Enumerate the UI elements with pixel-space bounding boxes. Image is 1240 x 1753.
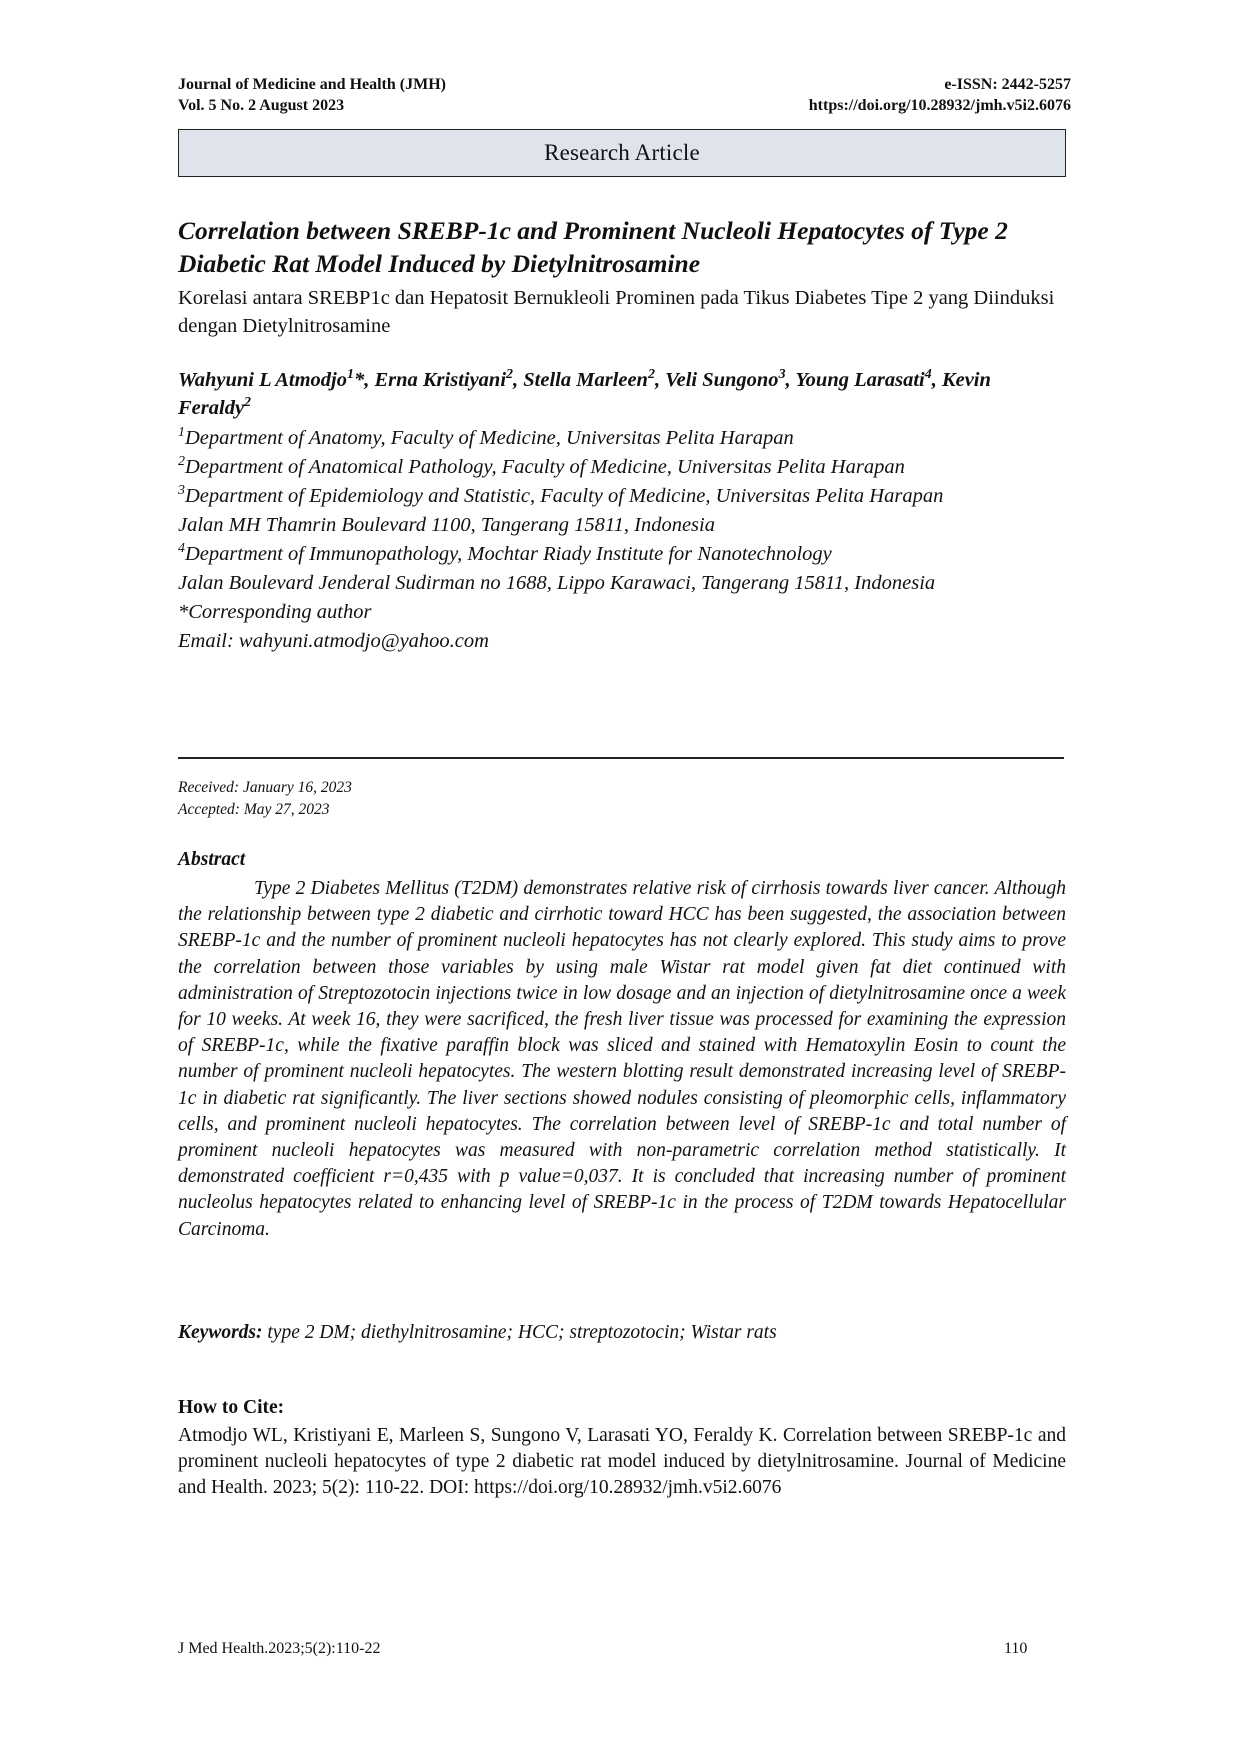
page-number: 110 xyxy=(1004,1640,1028,1657)
abstract-text: Type 2 Diabetes Mellitus (T2DM) demonstrates relative risk of cirrhosis towards liver cancer. Although the relationship between type 2 diabetic and cirrhotic toward HCC has been suggested, the association between SREBP-1c and the number of prominent nucleoli hepatocytes has not clearly explored. This study aims to prove the correlation between those variables by using male Wistar rat model given fat diet continued with administration of Streptozotocin injections twice in low dosage and an injection of dietylnitrosamine once a week for 10 weeks. At week 16, they were sacrificed, the fresh liver tissue was processed for examining the expression of SREBP-1c, while the fixative paraffin block was sliced and stained with Hematoxylin Eosin to count the number of prominent nucleoli hepatocytes. The western blotting result demonstrated increasing level of SREBP-1c in diabetic rat significantly. The liver sections showed nodules consisting of pleomorphic cells, inflammatory cells, and prominent nucleoli hepatocytes. The correlation between level of SREBP-1c and total number of prominent nucleoli hepatocytes was measured with non-parametric correlation method statistically. It demonstrated coefficient r=0,435 with p value=0,037. It is concluded that increasing number of prominent nucleolus hepatocytes related to enhancing level of SREBP-1c in the process of T2DM towards Hepatocellular Carcinoma. xyxy=(178,878,1066,1240)
author-separator: *, xyxy=(353,369,375,391)
author-list xyxy=(178,366,1068,422)
article-title: Correlation between SREBP-1c and Prominent Nucleoli Hepatocytes of Type 2 Diabetic Rat Model Induced by Dietylnitrosamine xyxy=(178,216,1008,278)
author-separator: , xyxy=(785,369,796,391)
section-divider xyxy=(178,757,1064,759)
running-header-left xyxy=(178,74,446,116)
affiliation-item xyxy=(178,482,1068,511)
affiliation-text: Department of Immunopathology, Mochtar Riady Institute for Nanotechnology xyxy=(184,543,832,565)
article-subtitle: Korelasi antara SREBP1c dan Hepatosit Bernukleoli Prominen pada Tikus Diabetes Tipe 2 yang Diinduksi dengan Dietylnitrosamine xyxy=(178,287,1055,337)
footer-citation: J Med Health.2023;5(2):110-22 xyxy=(178,1640,381,1657)
affiliation-text: Department of Epidemiology and Statistic, Faculty of Medicine, Universitas Pelita Harapan xyxy=(184,485,944,507)
author-name: Young Larasati xyxy=(795,369,925,391)
affiliation-address xyxy=(178,569,1068,598)
accepted-date: Accepted: May 27, 2023 xyxy=(178,801,330,818)
affiliation-address xyxy=(178,511,1068,540)
email-text[interactable]: Email: wahyuni.atmodjo@yahoo.com xyxy=(178,630,489,652)
keywords-label: Keywords: xyxy=(178,1322,263,1343)
author-affiliation-mark: 2 xyxy=(506,367,513,383)
running-header-right xyxy=(809,74,1071,116)
author-name: Veli Sungono xyxy=(665,369,779,391)
affiliation-text: Department of Anatomy, Faculty of Medicine, Universitas Pelita Harapan xyxy=(184,427,794,449)
article-dates xyxy=(178,777,352,821)
address-text: Jalan MH Thamrin Boulevard 1100, Tangerang 15811, Indonesia xyxy=(178,514,715,536)
received-date: Received: January 16, 2023 xyxy=(178,779,352,796)
author-affiliation-mark: 1 xyxy=(346,367,354,383)
affiliation-item xyxy=(178,453,1068,482)
keywords-line xyxy=(178,1322,777,1344)
author-name: Erna Kristiyani xyxy=(374,369,507,391)
journal-name: Journal of Medicine and Health (JMH) xyxy=(178,76,446,93)
journal-doi-link[interactable]: https://doi.org/10.28932/jmh.v5i2.6076 xyxy=(808,97,1071,114)
address-text: Jalan Boulevard Jenderal Sudirman no 1688, Lippo Karawaci, Tangerang 15811, Indonesia xyxy=(178,572,936,594)
affiliation-text: Department of Anatomical Pathology, Faculty of Medicine, Universitas Pelita Harapan xyxy=(184,456,905,478)
affiliation-mark: 3 xyxy=(178,483,185,499)
affiliation-mark: 2 xyxy=(178,454,185,470)
author-separator: , xyxy=(513,369,524,391)
affiliation-mark: 1 xyxy=(178,425,185,441)
author-affiliation-mark: 4 xyxy=(924,367,932,383)
author-name: Wahyuni L Atmodjo xyxy=(178,369,347,391)
journal-issn: e-ISSN: 2442-5257 xyxy=(944,76,1071,93)
author-name: Kevin Feraldy xyxy=(178,369,991,419)
affiliation-item xyxy=(178,424,1068,453)
affiliation-list xyxy=(178,424,1068,656)
corresponding-author-text: *Corresponding author xyxy=(178,601,372,623)
journal-volume: Vol. 5 No. 2 August 2023 xyxy=(178,97,345,114)
abstract-heading: Abstract xyxy=(178,849,246,870)
affiliation-item xyxy=(178,540,1068,569)
author-name: Stella Marleen xyxy=(523,369,648,391)
author-affiliation-mark: 2 xyxy=(647,367,655,383)
author-affiliation-mark: 2 xyxy=(244,395,252,411)
keywords-text: type 2 DM; diethylnitrosamine; HCC; streptozotocin; Wistar rats xyxy=(262,1322,777,1343)
how-to-cite-heading: How to Cite: xyxy=(178,1397,285,1418)
author-affiliation-mark: 3 xyxy=(778,367,786,383)
corresponding-author-note xyxy=(178,598,1068,627)
affiliation-mark: 4 xyxy=(178,541,185,557)
how-to-cite-text: Atmodjo WL, Kristiyani E, Marleen S, Sungono V, Larasati YO, Feraldy K. Correlation between SREBP-1c and prominent nucleoli hepatocytes of type 2 diabetic rat model induced by dietylnitrosamine. Journal of Medicine and Health. 2023; 5(2): 110-22. DOI: https://doi.org/10.28932/jmh.v5i2.6076 xyxy=(178,1425,1066,1499)
author-separator: , xyxy=(931,369,942,391)
abstract-body xyxy=(178,876,1066,1243)
author-separator: , xyxy=(654,369,666,391)
article-type-banner: Research Article xyxy=(178,129,1066,177)
corresponding-email xyxy=(178,627,1068,656)
